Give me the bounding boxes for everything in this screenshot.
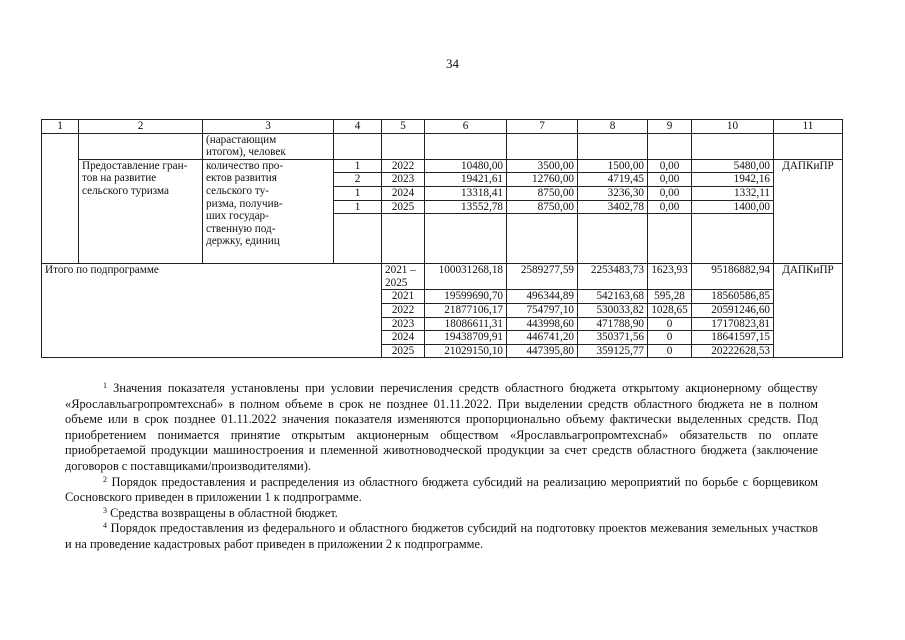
total-cell: 18086611,31 [425,317,507,331]
regional-cell: 3402,78 [578,200,648,214]
other-cell: 18560586,85 [692,290,774,304]
footnotes [65,381,818,553]
local-cell: 0,00 [648,200,692,214]
indicator-value: 1 [334,200,382,214]
federal-cell: 8750,00 [507,200,578,214]
federal-cell: 496344,89 [507,290,578,304]
federal-cell: 12760,00 [507,173,578,187]
col-header: 3 [203,120,334,134]
indicator-continuation: (нарастающим итогом), человек [203,133,334,159]
year-cell: 2024 [382,186,425,200]
other-cell: 18641597,15 [692,331,774,345]
other-cell: 1400,00 [692,200,774,214]
col-header: 4 [334,120,382,134]
continuation-row [42,133,843,159]
col-header: 7 [507,120,578,134]
total-cell: 19599690,70 [425,290,507,304]
total-cell: 100031268,18 [425,264,507,290]
other-cell: 95186882,94 [692,264,774,290]
budget-table [41,119,843,358]
federal-cell: 2589277,59 [507,264,578,290]
local-cell: 0 [648,331,692,345]
year-cell: 2022 [382,159,425,173]
footnote: $^2$ Порядок предоставления и распределения из областного бюджета субсидий на реализацию мероприятий по борьбе с борщевиком Сосновского приведен в приложении 1 к подпрограмме. [65,474,818,505]
total-cell: 19438709,91 [425,331,507,345]
empty-cell [42,133,79,264]
other-cell: 17170823,81 [692,317,774,331]
year-cell: 2025 [382,344,425,358]
federal-cell: 3500,00 [507,159,578,173]
regional-cell: 530033,82 [578,303,648,317]
col-header: 11 [774,120,843,134]
column-number-row [42,120,843,134]
regional-cell: 4719,45 [578,173,648,187]
indicator-name: количество про- ектов развития сельского ту- ризма, получив- ших государ- ственную под- держку, единиц [203,159,334,263]
local-cell: 0 [648,317,692,331]
total-cell: 13318,41 [425,186,507,200]
year-cell: 2022 [382,303,425,317]
indicator-value: 1 [334,186,382,200]
year-cell: 2025 [382,200,425,214]
col-header: 6 [425,120,507,134]
federal-cell: 446741,20 [507,331,578,345]
federal-cell: 447395,80 [507,344,578,358]
other-cell: 5480,00 [692,159,774,173]
year-cell: 2024 [382,331,425,345]
footnote: $^3$ Средства возвращены в областной бюджет. [103,505,338,520]
regional-cell: 2253483,73 [578,264,648,290]
executor-cell: ДАПКиПР [774,264,843,358]
regional-cell: 359125,77 [578,344,648,358]
regional-cell: 3236,30 [578,186,648,200]
indicator-value: 1 [334,159,382,173]
year-cell: 2021 [382,290,425,304]
footnote: $^4$ Порядок предоставления из федерального и областного бюджетов субсидий на подготовку проектов межевания земельных участков и на проведение кадастровых работ приведен в приложении 2 к подпрограмме. [65,521,818,551]
measure-name: Предоставление гран- тов на развитие сельского туризма [79,159,203,263]
total-cell: 13552,78 [425,200,507,214]
col-header: 2 [79,120,203,134]
regional-cell: 542163,68 [578,290,648,304]
footnote: $^1$ Значения показателя установлены при условии перечисления средств областного бюджета открытому акционерному обществу «Ярославльагропромтехснаб» в полном объеме в срок не позднее 01.11.2022. При выделении средств областного бюджета не в полном объеме или в срок позднее 01.11.2022 значения показателя изменяются пропорционально объему фактически выделенных средств. Под приобретением понимается принятие открытым акционерным обществом «Ярославльагропромтехснаб» обязательств по оплате приобретаемой продукции машиностроения и племенной животноводческой продукции за счет средств областного бюджета (заключение договоров с поставщиками/производителями). [65,381,818,473]
federal-cell: 443998,60 [507,317,578,331]
total-cell: 19421,61 [425,173,507,187]
local-cell: 1623,93 [648,264,692,290]
other-cell: 1942,16 [692,173,774,187]
indicator-value: 2 [334,173,382,187]
total-cell: 21877106,17 [425,303,507,317]
local-cell: 595,28 [648,290,692,304]
col-header: 5 [382,120,425,134]
local-cell: 0,00 [648,159,692,173]
executor-cell: ДАПКиПР [774,159,843,263]
local-cell: 0,00 [648,173,692,187]
table-body [42,120,843,358]
col-header: 10 [692,120,774,134]
other-cell: 20222628,53 [692,344,774,358]
regional-cell: 350371,56 [578,331,648,345]
col-header: 9 [648,120,692,134]
empty-cell [79,133,203,159]
page-number: 34 [446,56,459,71]
local-cell: 0 [648,344,692,358]
total-period-row [42,264,843,290]
col-header: 1 [42,120,79,134]
period-cell: 2021 – 2025 [382,264,425,290]
other-cell: 1332,11 [692,186,774,200]
total-cell: 21029150,10 [425,344,507,358]
grant-row [42,159,843,173]
total-label: Итого по подпрограмме [42,264,382,358]
total-cell: 10480,00 [425,159,507,173]
year-cell: 2023 [382,173,425,187]
federal-cell: 8750,00 [507,186,578,200]
local-cell: 0,00 [648,186,692,200]
regional-cell: 1500,00 [578,159,648,173]
federal-cell: 754797,10 [507,303,578,317]
col-header: 8 [578,120,648,134]
year-cell: 2023 [382,317,425,331]
local-cell: 1028,65 [648,303,692,317]
regional-cell: 471788,90 [578,317,648,331]
other-cell: 20591246,60 [692,303,774,317]
